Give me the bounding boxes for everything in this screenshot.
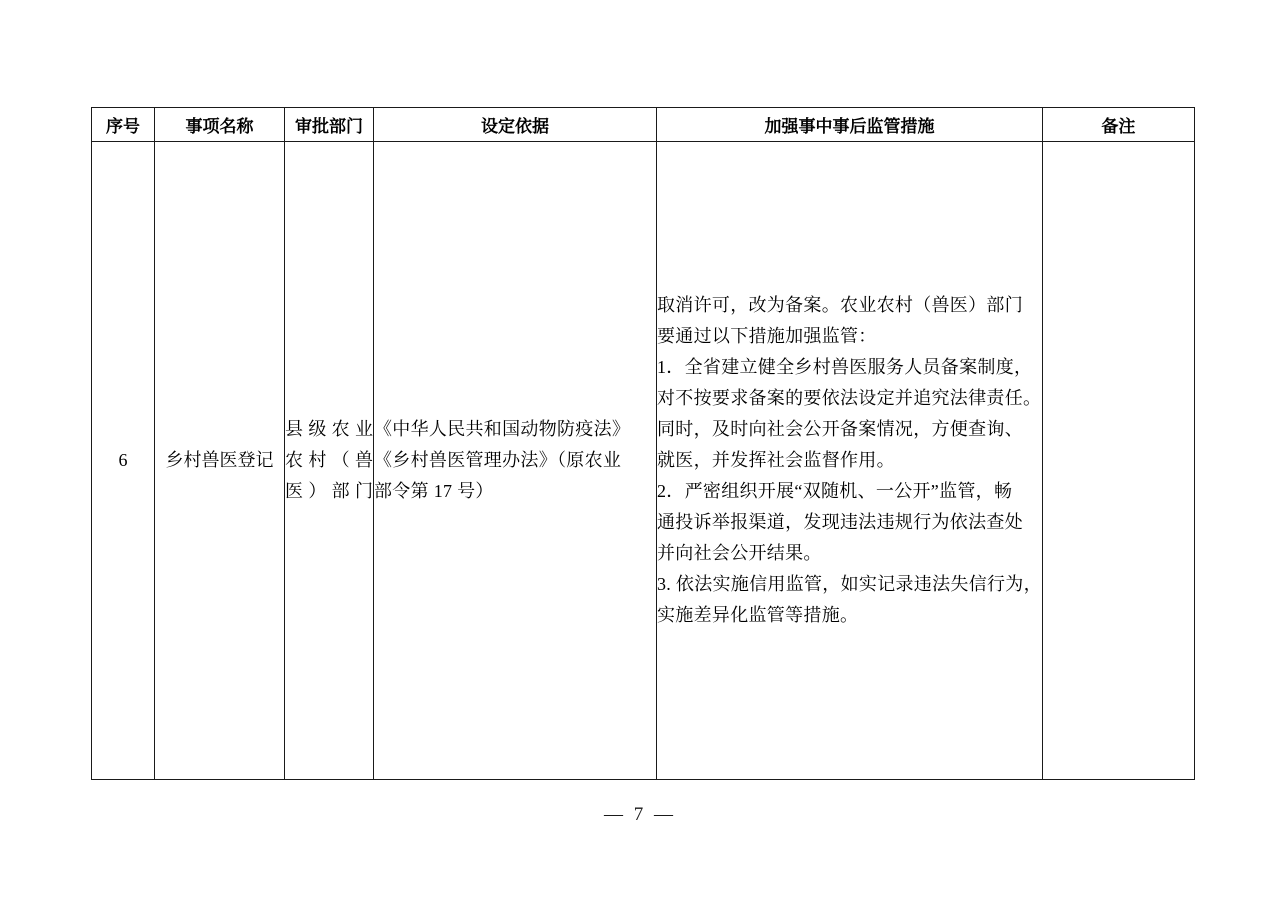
header-item-name: 事项名称 xyxy=(155,108,285,142)
cell-measures xyxy=(657,142,1043,780)
header-basis: 设定依据 xyxy=(374,108,657,142)
approval-dept-lines xyxy=(285,414,373,507)
text-line: 县级农业 xyxy=(285,419,373,439)
page-number: — 7 — xyxy=(604,804,676,825)
header-measures: 加强事中事后监管措施 xyxy=(657,108,1043,142)
measures-lines xyxy=(657,290,1042,631)
text-line: 通投诉举报渠道，发现违法违规行为依法查处 xyxy=(657,512,1023,532)
text-line: 2．严密组织开展“双随机、一公开”监管，畅 xyxy=(657,481,1013,501)
table-header-row xyxy=(92,108,1195,142)
cell-remarks xyxy=(1042,142,1194,780)
header-index: 序号 xyxy=(92,108,155,142)
header-remarks: 备注 xyxy=(1042,108,1194,142)
text-line: 对不按要求备案的要依法设定并追究法律责任。 xyxy=(657,388,1042,408)
text-line: 就医，并发挥社会监督作用。 xyxy=(657,450,895,470)
table-row xyxy=(92,142,1195,780)
text-line: 要通过以下措施加强监管： xyxy=(657,326,877,346)
cell-index: 6 xyxy=(92,142,155,780)
text-line: 《中华人民共和国动物防疫法》 xyxy=(374,419,631,439)
text-line: 并向社会公开结果。 xyxy=(657,543,822,563)
text-line: 取消许可，改为备案。农业农村（兽医）部门 xyxy=(657,295,1023,315)
text-line: 1．全省建立健全乡村兽医服务人员备案制度， xyxy=(657,357,1033,377)
text-line: 《乡村兽医管理办法》（原农业 xyxy=(374,450,622,470)
cell-item-name: 乡村兽医登记 xyxy=(155,142,285,780)
cell-basis xyxy=(374,142,657,780)
regulation-table xyxy=(91,107,1195,780)
text-line: 部令第 17 号） xyxy=(374,481,494,501)
text-line: 医）部门 xyxy=(285,481,373,501)
cell-approval-dept xyxy=(285,142,374,780)
basis-lines xyxy=(374,414,656,507)
text-line: 农村（兽 xyxy=(285,450,373,470)
text-line: 同时，及时向社会公开备案情况，方便查询、 xyxy=(657,419,1023,439)
text-line: 实施差异化监管等措施。 xyxy=(657,605,859,625)
text-line: 3. 依法实施信用监管，如实记录违法失信行为， xyxy=(657,574,1042,594)
header-approval-dept: 审批部门 xyxy=(285,108,374,142)
